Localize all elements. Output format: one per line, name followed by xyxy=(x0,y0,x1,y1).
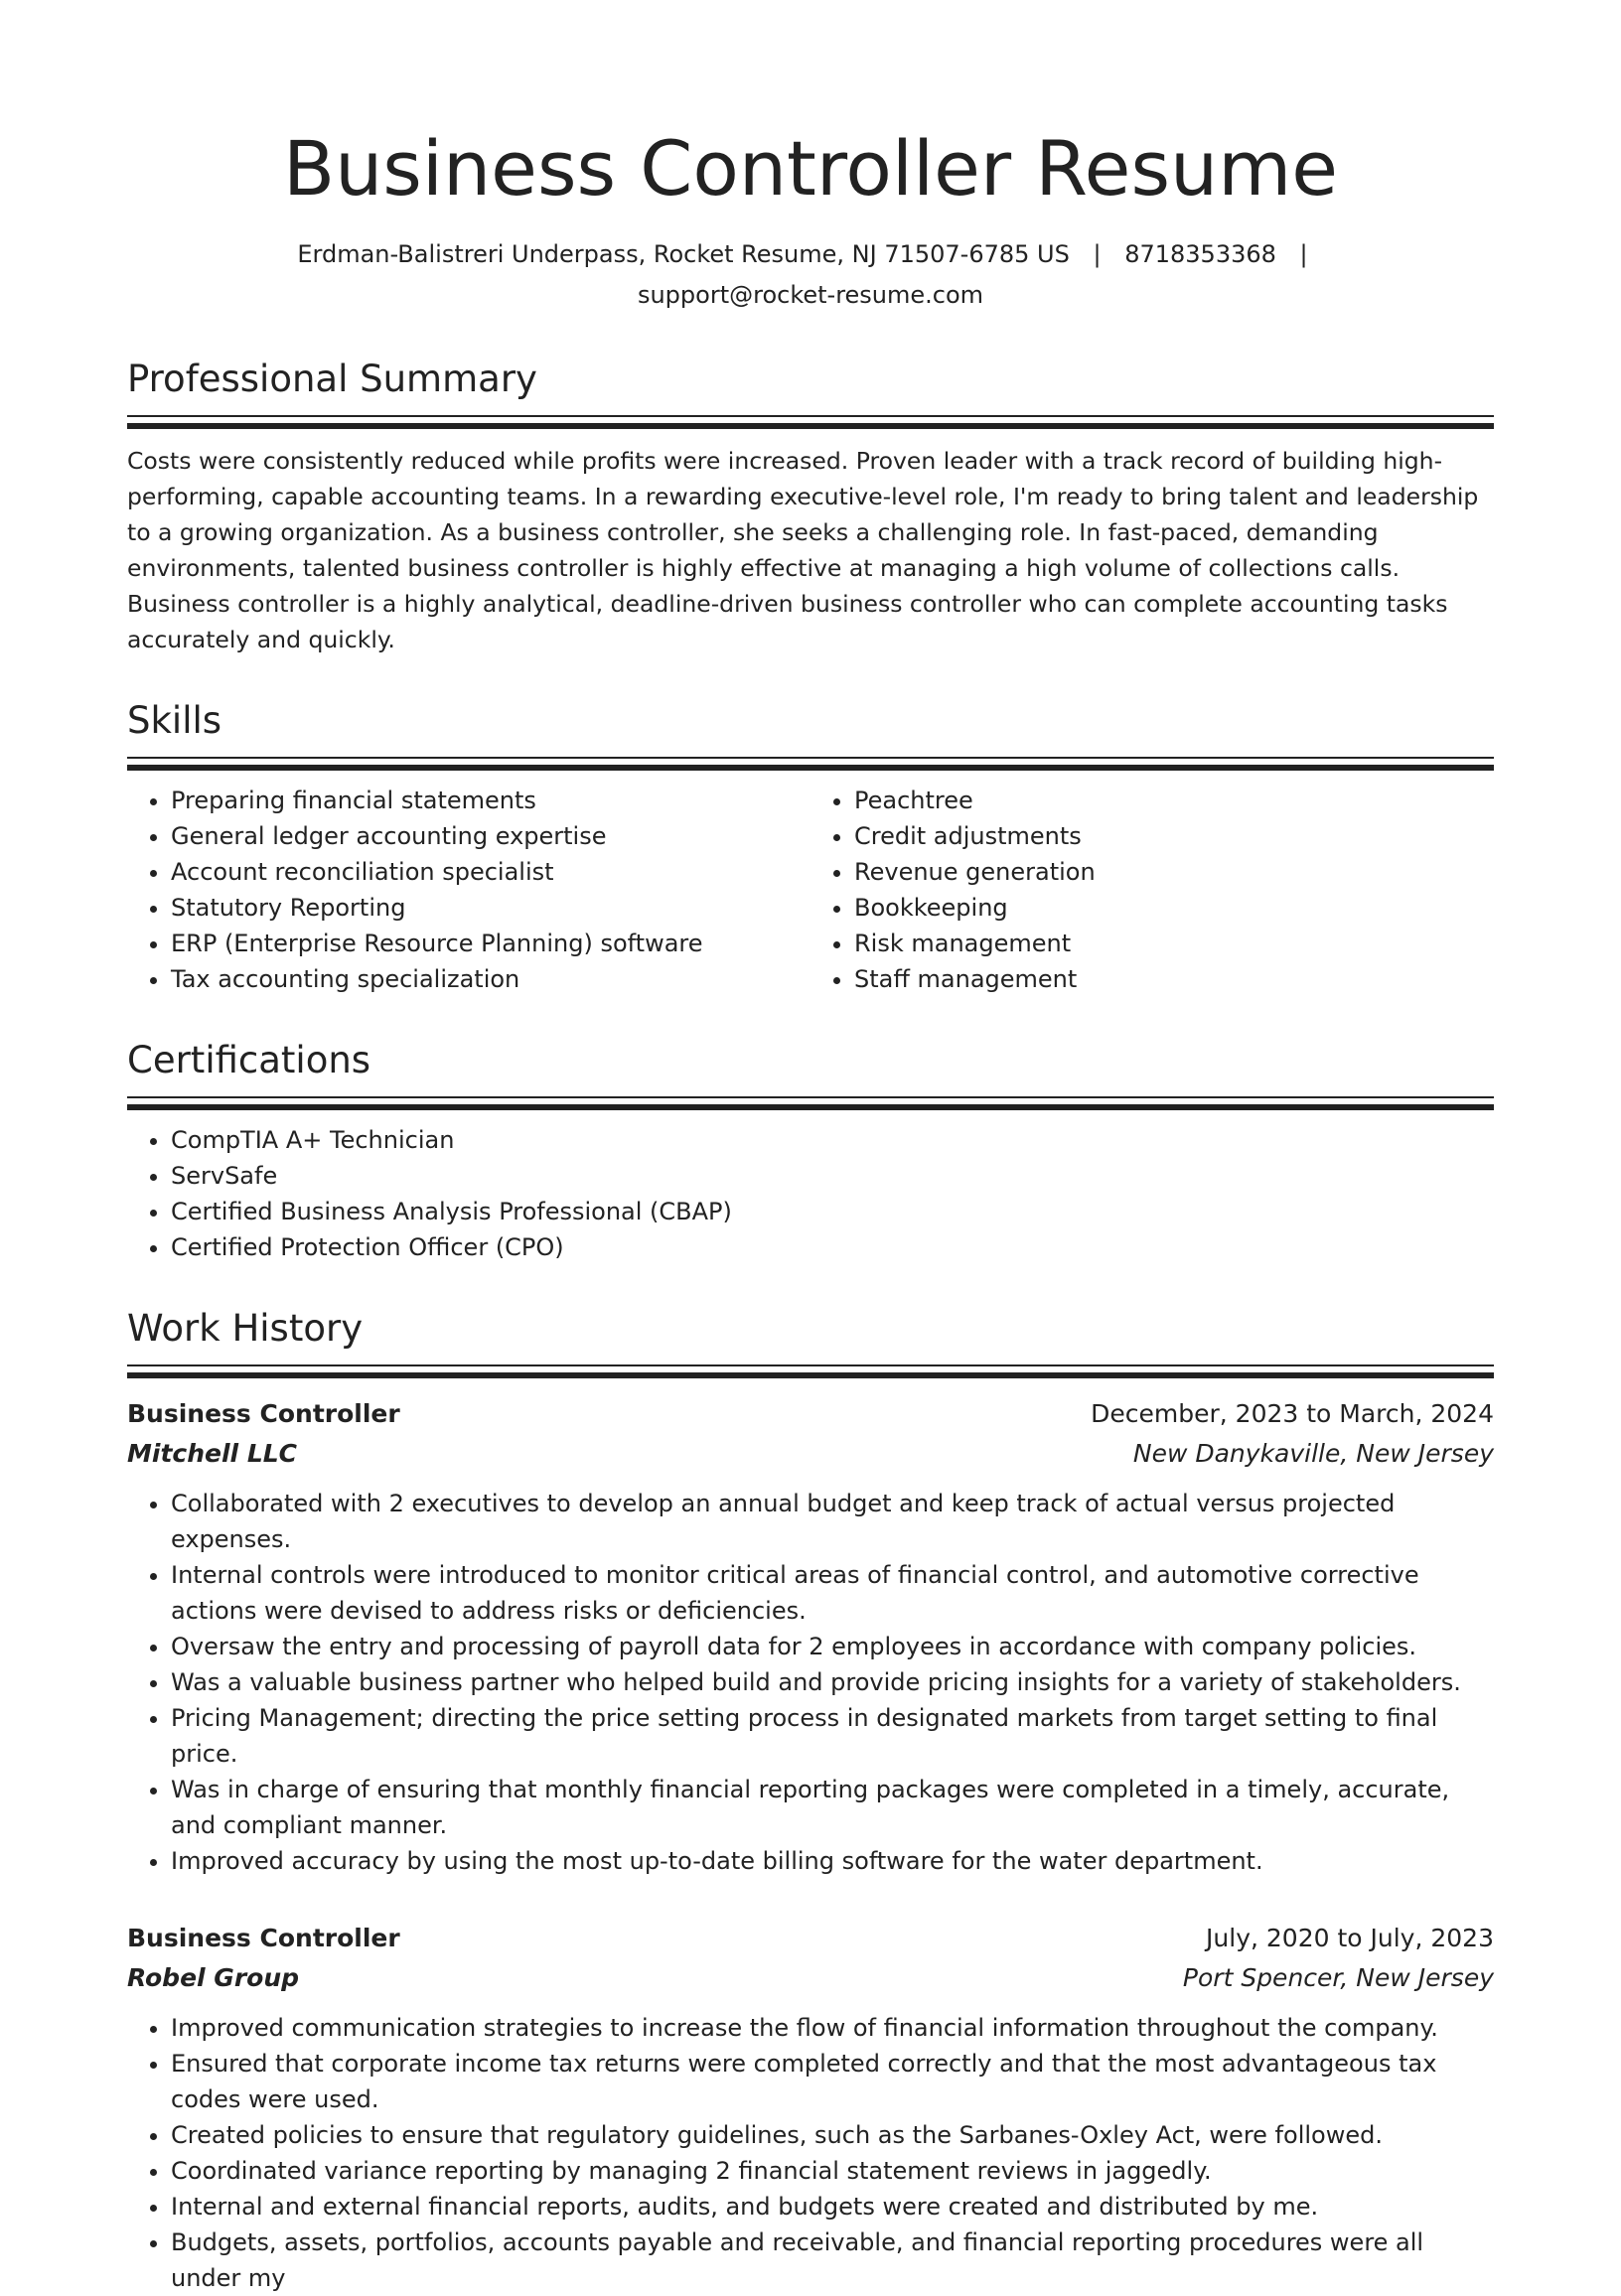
skill-item: • Statutory Reporting xyxy=(171,890,810,926)
section-divider xyxy=(127,415,1494,429)
section-divider xyxy=(127,1096,1494,1110)
job-bullet: • Budgets, assets, portfolios, accounts payable and receivable, and financial reporting procedures were all under my xyxy=(171,2224,1494,2296)
resume-title: Business Controller Resume xyxy=(283,124,1338,213)
job-bullets xyxy=(127,2010,1494,2296)
skill-item: • Preparing financial statements xyxy=(171,783,810,818)
skill-item: • Staff management xyxy=(854,961,1494,997)
certification-item: • Certified Business Analysis Professional (CBAP) xyxy=(171,1194,1494,1229)
job-bullet: • Collaborated with 2 executives to develop an annual budget and keep track of actual versus projected expenses. xyxy=(171,1486,1494,1557)
job-bullet: • Oversaw the entry and processing of payroll data for 2 employees in accordance with company policies. xyxy=(171,1629,1494,1664)
job-bullet: • Pricing Management; directing the price setting process in designated markets from target setting to final price. xyxy=(171,1700,1494,1772)
job-company: Robel Group xyxy=(127,1963,300,1992)
skills-list-right xyxy=(810,783,1494,997)
section-heading-certifications: Certifications xyxy=(127,1039,371,1081)
contact-line-2 xyxy=(127,275,1494,316)
certification-item: • Certified Protection Officer (CPO) xyxy=(171,1229,1494,1265)
job-company: Mitchell LLC xyxy=(127,1439,298,1468)
summary-text: Costs were consistently reduced while profits were increased. Proven leader with a track record of building high-performing, capable accounting teams. In a rewarding executive-level role, I'm ready to bring talent and leadership to a growing organization. As a business controller, she seeks a challenging role. In fast-paced, demanding environments, talented business controller is highly effective at managing a high volume of collections calls. Business controller is a highly analytical, deadline-driven business controller who can complete accounting tasks accurately and quickly. xyxy=(127,447,1479,653)
skill-item: • Tax accounting specialization xyxy=(171,961,810,997)
job-bullet: • Was a valuable business partner who helped build and provide pricing insights for a variety of stakeholders. xyxy=(171,1664,1494,1700)
job-dates: July, 2020 to July, 2023 xyxy=(1206,1924,1494,1952)
section-heading-summary: Professional Summary xyxy=(127,358,537,400)
skills-columns xyxy=(127,783,1494,997)
section-heading-skills: Skills xyxy=(127,699,222,742)
contact-line-1 xyxy=(127,234,1494,275)
contact-address: Erdman-Balistreri Underpass, Rocket Resume, NJ 71507-6785 US xyxy=(297,240,1070,268)
job-bullet: • Improved accuracy by using the most up-to-date billing software for the water department. xyxy=(171,1843,1494,1879)
skill-item: • Revenue generation xyxy=(854,854,1494,890)
job-title: Business Controller xyxy=(127,1399,400,1428)
skill-item: • Risk management xyxy=(854,926,1494,961)
job-location: Port Spencer, New Jersey xyxy=(1182,1963,1494,1992)
job-bullet: • Internal controls were introduced to monitor critical areas of financial control, and automotive corrective actions were devised to address risks or deficiencies. xyxy=(171,1557,1494,1629)
skills-section xyxy=(127,697,1494,997)
job-entry xyxy=(127,1919,1494,2296)
skill-item: • General ledger accounting expertise xyxy=(171,818,810,854)
job-bullet: • Ensured that corporate income tax returns were completed correctly and that the most advantageous tax codes were used. xyxy=(171,2046,1494,2117)
skill-item: • Bookkeeping xyxy=(854,890,1494,926)
job-bullets xyxy=(127,1486,1494,1879)
job-dates: December, 2023 to March, 2024 xyxy=(1091,1399,1494,1428)
job-bullet: • Improved communication strategies to increase the flow of financial information throughout the company. xyxy=(171,2010,1494,2046)
skill-item: • Credit adjustments xyxy=(854,818,1494,854)
work-history-section xyxy=(127,1305,1494,2296)
job-header-row xyxy=(127,1919,1494,1958)
section-heading-work-history: Work History xyxy=(127,1307,364,1350)
certifications-section xyxy=(127,1037,1494,1265)
section-divider xyxy=(127,757,1494,771)
certification-item: • ServSafe xyxy=(171,1158,1494,1194)
skill-item: • ERP (Enterprise Resource Planning) software xyxy=(171,926,810,961)
job-subheader-row xyxy=(127,1958,1494,1998)
job-subheader-row xyxy=(127,1434,1494,1474)
job-bullet: • Was in charge of ensuring that monthly financial reporting packages were completed in a timely, accurate, and compliant manner. xyxy=(171,1772,1494,1843)
job-title: Business Controller xyxy=(127,1924,400,1952)
contact-email[interactable]: support@rocket-resume.com xyxy=(637,281,984,309)
contact-info xyxy=(127,234,1494,316)
contact-phone: 8718353368 xyxy=(1124,240,1276,268)
skill-item: • Account reconciliation specialist xyxy=(171,854,810,890)
job-bullet: • Internal and external financial reports, audits, and budgets were created and distributed by me. xyxy=(171,2189,1494,2224)
certification-item: • CompTIA A+ Technician xyxy=(171,1122,1494,1158)
contact-separator: | xyxy=(1299,240,1308,268)
skill-item: • Peachtree xyxy=(854,783,1494,818)
job-location: New Danykaville, New Jersey xyxy=(1132,1439,1494,1468)
section-divider xyxy=(127,1364,1494,1378)
job-bullet: • Coordinated variance reporting by managing 2 financial statement reviews in jaggedly. xyxy=(171,2153,1494,2189)
certifications-list xyxy=(127,1122,1494,1265)
skills-list-left xyxy=(127,783,810,997)
job-header-row xyxy=(127,1394,1494,1434)
job-entry xyxy=(127,1394,1494,1879)
job-bullet: • Created policies to ensure that regulatory guidelines, such as the Sarbanes-Oxley Act, were followed. xyxy=(171,2117,1494,2153)
summary-section xyxy=(127,356,1494,657)
contact-separator: | xyxy=(1093,240,1102,268)
